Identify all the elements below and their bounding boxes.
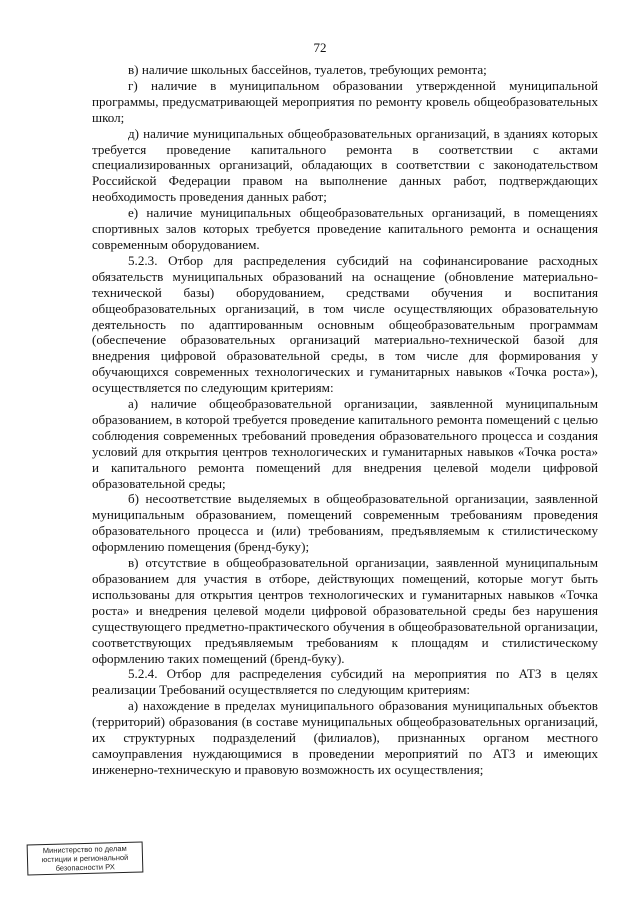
stamp-line: безопасности РХ [55,862,115,873]
document-body [92,62,598,778]
paragraph-d-capital-repair: д) наличие муниципальных общеобразовательных организаций, в зданиях которых требуется проведение капитального ремонта в соответствии с актами специализированных организаций, обладающих в соответствии с законодательством Российской Федерации правом на выполнение данных работ, подтверждающих необходимость проведения данных работ; [92,125,598,205]
paragraph-g-program: г) наличие в муниципальном образовании утвержденной муниципальной программы, предусматривающей мероприятия по ремонту кровель общеобразовательных школ; [92,77,598,125]
paragraph-v-absence: в) отсутствие в общеобразовательной организации, заявленной муниципальным образованием для участия в отборе, действующих помещений, которые могут быть использованы для открытия центров технологических и гуманитарных навыков «Точка роста» и внедрения целевой модели цифровой образовательной среды без нарушения существующего предметно-практического обучения в общеобразовательной организации, соответствующих предъявляемым требованиям к площадям и стилистическому оформлению таких помещений (бренд-буку). [92,555,598,666]
paragraph-b-mismatch: б) несоответствие выделяемых в общеобразовательной организации, заявленной муниципальным образованием, помещений современным требованиям проведения образовательного процесса и (или) требованиям, предъявляемым к стилистическому оформлению помещения (бренд-буку); [92,491,598,555]
paragraph-5-2-3: 5.2.3. Отбор для распределения субсидий на софинансирование расходных обязательств муниципальных образований на оснащение (обновление материально-технической базы) оборудованием, средствами обучения и воспитания общеобразовательных организаций, в том числе осуществляющих образовательную деятельность по адаптированным основным общеобразовательным программам (обеспечение образовательных организаций материально-технической базой для внедрения цифровой образовательной среды, в том числе для формирования у обучающихся современных технологических и гуманитарных навыков «Точка роста»), осуществляется по следующим критериям: [92,252,598,396]
stamp-line: юстиции и региональной [41,852,129,865]
paragraph-e-sports-halls: е) наличие муниципальных общеобразовательных организаций, в помещениях спортивных залов которых требуется проведение капитального ремонта и оснащения современным оборудованием. [92,205,598,252]
paragraph-a-tochka-rosta: а) наличие общеобразовательной организации, заявленной муниципальным образованием, в которой требуется проведение капитального ремонта помещений с целью соблюдения современных требований проведения образовательного процесса и создания условий для открытия центров технологических и гуманитарных навыков «Точка роста» и капитального ремонта помещений для внедрения целевой модели цифровой образовательной среды; [92,396,598,491]
ministry-stamp [27,841,144,875]
paragraph-5-2-4: 5.2.4. Отбор для распределения субсидий на мероприятия по АТЗ в целях реализации Требований осуществляется по следующим критериям: [92,666,598,698]
paragraph-a-atz: а) нахождение в пределах муниципального образования муниципальных объектов (территорий) образования (в составе муниципальных общеобразовательных организаций, их структурных подразделений (филиалов), признанных органом местного самоуправления нуждающимися в проведении мероприятий по АТЗ и имеющих инженерно-техническую и правовую возможность их осуществления; [92,698,598,777]
stamp-line: Министерство по делам [42,843,127,856]
paragraph-v-pools: в) наличие школьных бассейнов, туалетов, требующих ремонта; [128,62,487,77]
page-number: 72 [313,40,327,55]
